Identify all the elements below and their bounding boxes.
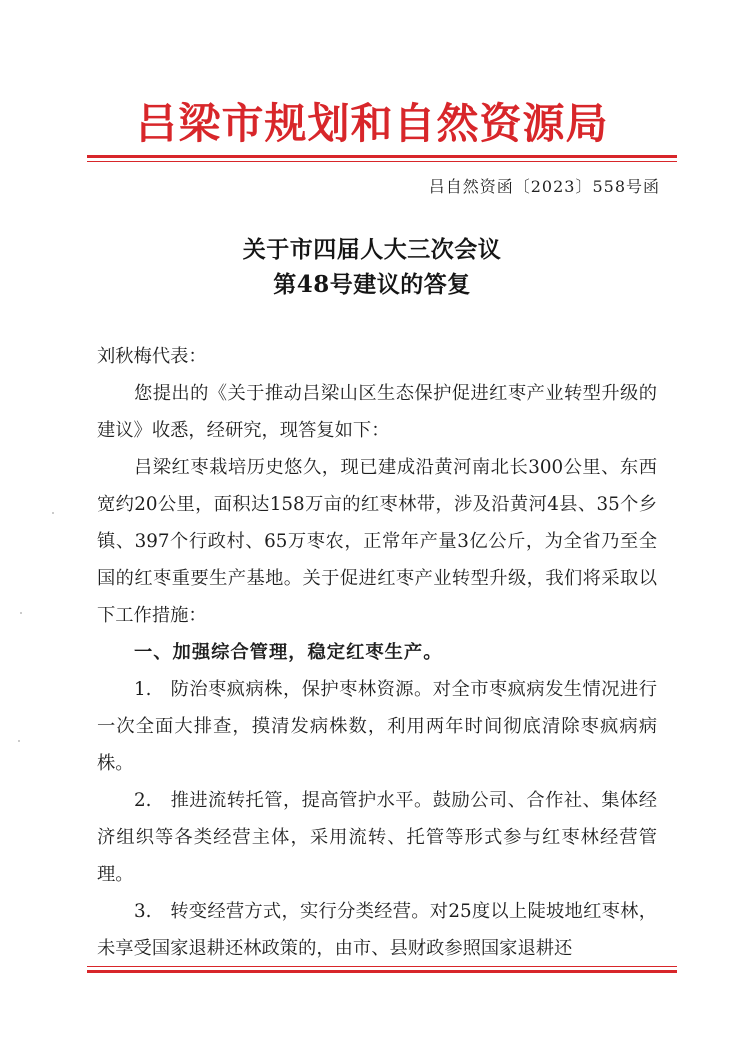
title-line-2: 第48号建议的答复: [273, 271, 471, 298]
header-red-rule-thin: [87, 161, 677, 162]
document-body: [97, 338, 657, 967]
document-number: 吕自然资函〔2023〕558号函: [428, 177, 660, 196]
scan-speck: [18, 740, 20, 742]
paragraph-measure-2: 2. 推进流转托管，提高管护水平。鼓励公司、合作社、集体经济组织等各类经营主体，采用流转、托管等形式参与红枣林经营管理。: [97, 790, 657, 885]
paragraph-intro: 您提出的《关于推动吕梁山区生态保护促进红枣产业转型升级的建议》收悉，经研究，现答复如下：: [97, 383, 657, 441]
paragraph-background: 吕梁红枣栽培历史悠久，现已建成沿黄河南北长300公里、东西宽约20公里，面积达158万亩的红枣林带，涉及沿黄河4县、35个乡镇、397个行政村、65万枣农，正常年产量3亿公斤，为全省乃至全国的红枣重要生产基地。关于促进红枣产业转型升级，我们将采取以下工作措施：: [97, 457, 657, 626]
organization-header-title: 吕梁市规划和自然资源局: [135, 99, 609, 148]
salutation: 刘秋梅代表：: [97, 346, 207, 367]
header-red-rule-thick: [87, 155, 677, 158]
paragraph-measure-1: 1. 防治枣疯病株，保护枣林资源。对全市枣疯病发生情况进行一次全面大排查，摸清发病株数，利用两年时间彻底清除枣疯病病株。: [97, 679, 657, 774]
section-heading-1: 一、加强综合管理，稳定红枣生产。: [134, 642, 443, 663]
scan-speck: [52, 512, 54, 514]
title-line-1: 关于市四届人大三次会议: [242, 236, 502, 263]
footer-red-rule-thick: [87, 970, 677, 973]
paragraph-measure-3: 3. 转变经营方式，实行分类经营。对25度以上陡坡地红枣林，未享受国家退耕还林政策的，由市、县财政参照国家退耕还: [97, 901, 657, 959]
scan-speck: [20, 612, 22, 614]
footer-red-rule-thin: [87, 966, 677, 967]
document-title: [0, 232, 744, 302]
